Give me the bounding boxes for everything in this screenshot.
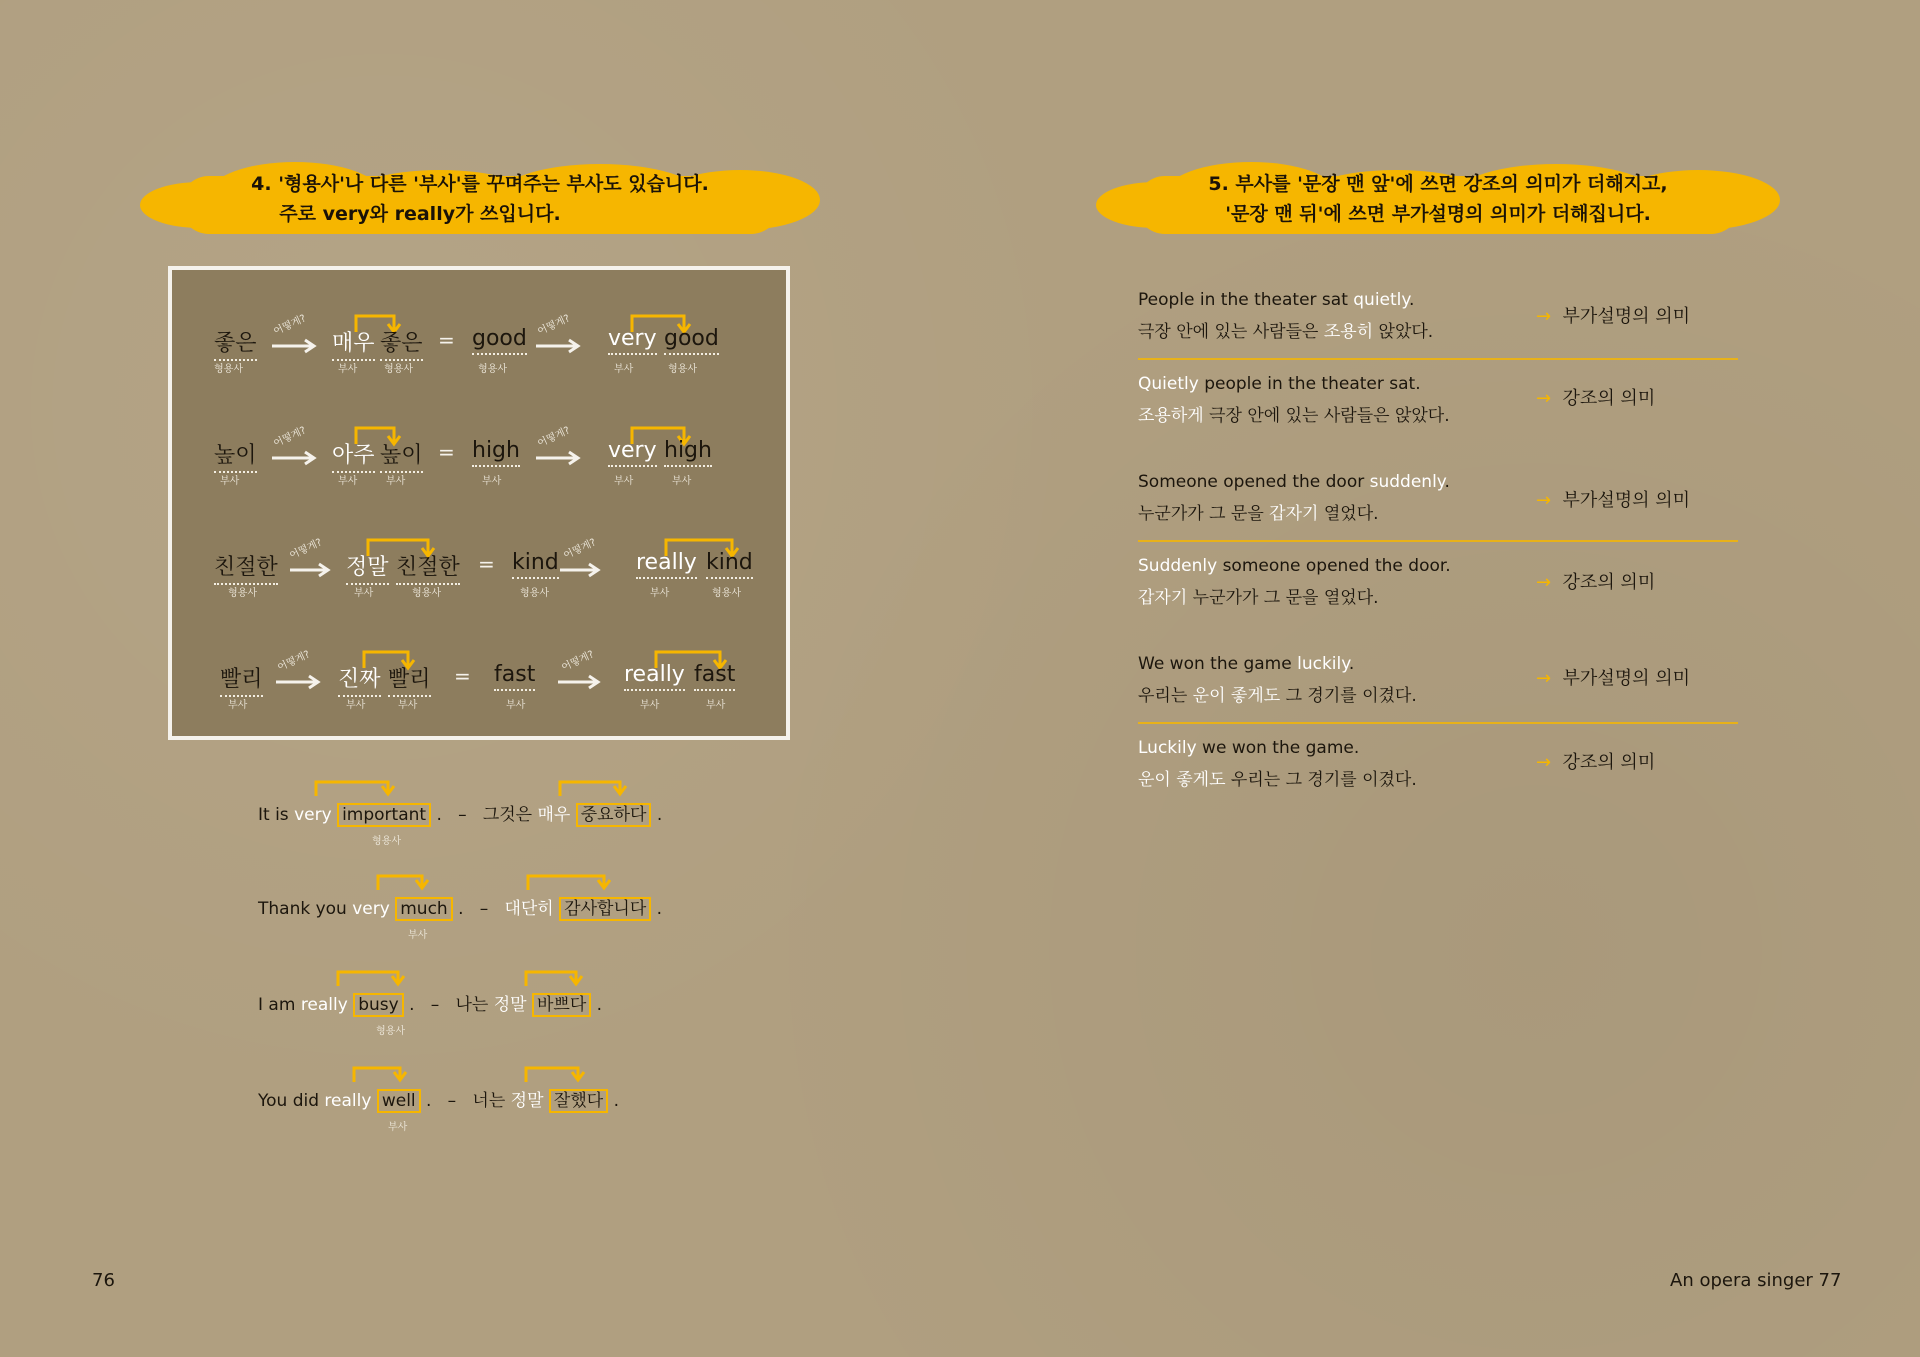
word: fast [494,662,535,691]
adverb-highlight: Luckily [1138,738,1197,758]
sentence-text: We won the game [1138,654,1298,674]
example-head: 바쁘다 [532,993,591,1017]
word-caption: 부사 [640,700,660,711]
word-caption: 부사 [672,476,692,487]
sentence-text: . [1444,472,1450,492]
word-caption: 부사 [506,700,526,711]
word-caption: 형용사 [228,588,257,599]
word-caption: 형용사 [412,588,441,599]
divider [1138,540,1738,542]
meaning-text: 부가설명의 의미 [1562,668,1690,689]
sentence-text: 우리는 [1138,686,1193,706]
left-banner-line1: 4. '형용사'나 다른 '부사'를 꾸며주는 부사도 있습니다. [251,173,709,195]
word-caption: 부사 [220,476,240,487]
example-text: . [458,899,464,919]
adverb-highlight: 조용히 [1323,322,1374,342]
word: very [608,326,657,355]
example-sentence [258,800,662,825]
equals-sign: = [478,552,495,576]
example-text: . [656,805,663,825]
example-modifier: 대단히 [504,899,554,919]
word-caption: 형용사 [712,588,741,599]
word: 진짜 [338,662,381,697]
word-caption: 부사 [354,588,374,599]
meaning-label [1536,664,1690,690]
adverb-highlight: 조용하게 [1138,406,1204,426]
word-caption: 형용사 [668,364,697,375]
adverb-highlight: 운이 좋게도 [1138,770,1226,790]
how-label: 어떻게? [272,313,308,338]
chart-row [172,534,786,604]
example-modifier: 정말 [510,1091,544,1111]
how-label: 어떻게? [560,649,596,674]
equals-sign: = [438,328,455,352]
left-banner [140,160,820,238]
word-caption: 부사 [614,364,634,375]
word-caption: 부사 [398,700,418,711]
example-modifier: 매우 [537,805,571,825]
dash: – [447,1091,457,1111]
example-text: I am [258,995,301,1015]
example-sentence [258,1086,619,1111]
sentence-text: . [1348,654,1355,674]
word: 정말 [346,550,389,585]
sentence-text: someone opened the door. [1217,556,1451,576]
example-text: 너는 [472,1091,511,1111]
how-label: 어떻게? [536,425,572,450]
sentence-end-adverb [1138,648,1417,712]
adverb-highlight: 갑자기 [1138,588,1188,608]
how-label: 어떻게? [272,425,308,450]
meaning-text: 강조의 의미 [1562,388,1656,409]
divider [1138,722,1738,724]
arrow-right-icon: → [1536,306,1552,327]
sentence-end-adverb [1138,466,1450,530]
example-text: Thank you [258,899,353,919]
example-caption: 형용사 [376,1026,405,1037]
word-caption: 형용사 [520,588,549,599]
sentence-text: Someone opened the door [1138,472,1370,492]
example-text: . [613,1091,619,1111]
chart-row [172,646,786,716]
word: 아주 [332,438,375,473]
meaning-text: 강조의 의미 [1562,752,1656,773]
example-head: well [377,1089,421,1113]
word: 좋은 [380,326,423,361]
word: kind [706,550,753,579]
how-label: 어떻게? [288,537,324,562]
page-number-left: 76 [92,1270,115,1291]
equals-sign: = [454,664,471,688]
divider [1138,358,1738,360]
example-modifier: really [300,995,348,1015]
chart-row [172,310,786,380]
example-modifier: very [294,805,332,825]
word: 매우 [332,326,375,361]
word-caption: 형용사 [214,364,243,375]
modifier-chart-box [168,266,790,740]
example-head: important [337,803,431,827]
sentence-text: 누군가가 그 문을 열었다. [1187,588,1379,608]
example-head: busy [353,993,403,1017]
word-caption: 부사 [706,700,726,711]
word-caption: 부사 [650,588,670,599]
right-banner [1096,160,1780,238]
word-caption: 부사 [614,476,634,487]
meaning-text: 강조의 의미 [1562,572,1656,593]
word-caption: 부사 [228,700,248,711]
word-caption: 부사 [338,476,358,487]
adverb-highlight: Quietly [1138,374,1199,394]
example-text: . [409,995,415,1015]
adverb-highlight: 갑자기 [1269,504,1319,524]
sentence-text: people in the theater sat. [1198,374,1421,394]
sentence-front-adverb [1138,732,1417,796]
example-head: 잘했다 [549,1089,608,1113]
sentence-text: . [1409,290,1415,310]
sentence-text: 우리는 그 경기를 이겼다. [1225,770,1417,790]
meaning-label [1536,384,1655,410]
word: good [472,326,527,355]
word: kind [512,550,559,579]
word: 높이 [214,438,257,473]
sentence-text: 누군가가 그 문을 [1138,504,1270,524]
example-head: 중요하다 [576,803,652,827]
left-banner-line2: 주로 very와 really가 쓰입니다. [279,203,561,225]
word: 친절한 [396,550,460,585]
meaning-label [1536,748,1655,774]
sentence-text: 열었다. [1318,504,1379,524]
word: 높이 [380,438,423,473]
example-text: . [656,899,663,919]
dash: – [430,995,440,1015]
arrow-right-icon: → [1536,388,1552,409]
word: 빨리 [220,662,263,697]
word: fast [694,662,735,691]
word-caption: 부사 [346,700,366,711]
word: 친절한 [214,550,278,585]
example-text: . [596,995,603,1015]
sentence-text: we won the game. [1196,738,1360,758]
example-head: 감사합니다 [559,897,651,921]
meaning-text: 부가설명의 의미 [1562,306,1690,327]
how-label: 어떻게? [562,537,598,562]
arrow-right-icon: → [1536,490,1552,511]
example-text: 그것은 [482,805,538,825]
word: high [472,438,520,467]
meaning-label [1536,302,1690,328]
example-caption: 부사 [388,1122,408,1133]
arrow-right-icon: → [1536,572,1552,593]
chart-row [172,422,786,492]
page-footer-right: An opera singer 77 [1670,1270,1842,1291]
right-banner-line1: 5. 부사를 '문장 맨 앞'에 쓰면 강조의 의미가 더해지고, [1208,173,1668,195]
example-sentence [258,990,602,1015]
adverb-highlight: luckily [1297,654,1349,674]
word: 빨리 [388,662,431,697]
meaning-label [1536,486,1690,512]
sentence-end-adverb [1138,284,1433,348]
word: high [664,438,712,467]
word-caption: 부사 [338,364,358,375]
meaning-label [1536,568,1655,594]
word-caption: 부사 [482,476,502,487]
dash: – [479,899,489,919]
example-text: 나는 [455,995,494,1015]
word-caption: 형용사 [478,364,507,375]
word-caption: 부사 [386,476,406,487]
word: really [636,550,697,579]
how-label: 어떻게? [536,313,572,338]
example-text: You did [258,1091,325,1111]
example-text: It is [258,805,295,825]
adverb-highlight: suddenly [1369,472,1445,492]
word: really [624,662,685,691]
word: 좋은 [214,326,257,361]
adverb-highlight: 운이 좋게도 [1192,686,1281,706]
arrow-right-icon: → [1536,752,1552,773]
example-text: . [426,1091,432,1111]
adverb-highlight: quietly [1353,290,1410,310]
word: very [608,438,657,467]
sentence-text: 극장 안에 있는 사람들은 앉았다. [1203,406,1450,426]
word: good [664,326,719,355]
dash: – [458,805,467,825]
example-head: much [395,897,452,921]
adverb-highlight: Suddenly [1138,556,1218,576]
example-modifier: very [352,899,390,919]
sentence-text: People in the theater sat [1138,290,1354,310]
sentence-front-adverb [1138,368,1450,432]
sentence-text: 앉았다. [1373,322,1434,342]
arrow-right-icon: → [1536,668,1552,689]
meaning-text: 부가설명의 의미 [1562,490,1690,511]
example-caption: 부사 [408,930,428,941]
example-modifier: 정말 [493,995,527,1015]
example-text: . [436,805,442,825]
example-caption: 형용사 [372,836,401,847]
example-modifier: really [324,1091,372,1111]
sentence-text: 그 경기를 이겼다. [1280,686,1417,706]
how-label: 어떻게? [276,649,312,674]
equals-sign: = [438,440,455,464]
example-sentence [258,894,662,919]
sentence-text: 극장 안에 있는 사람들은 [1138,322,1324,342]
word-caption: 형용사 [384,364,413,375]
right-banner-line2: '문장 맨 뒤'에 쓰면 부가설명의 의미가 더해집니다. [1225,203,1651,225]
sentence-front-adverb [1138,550,1451,614]
